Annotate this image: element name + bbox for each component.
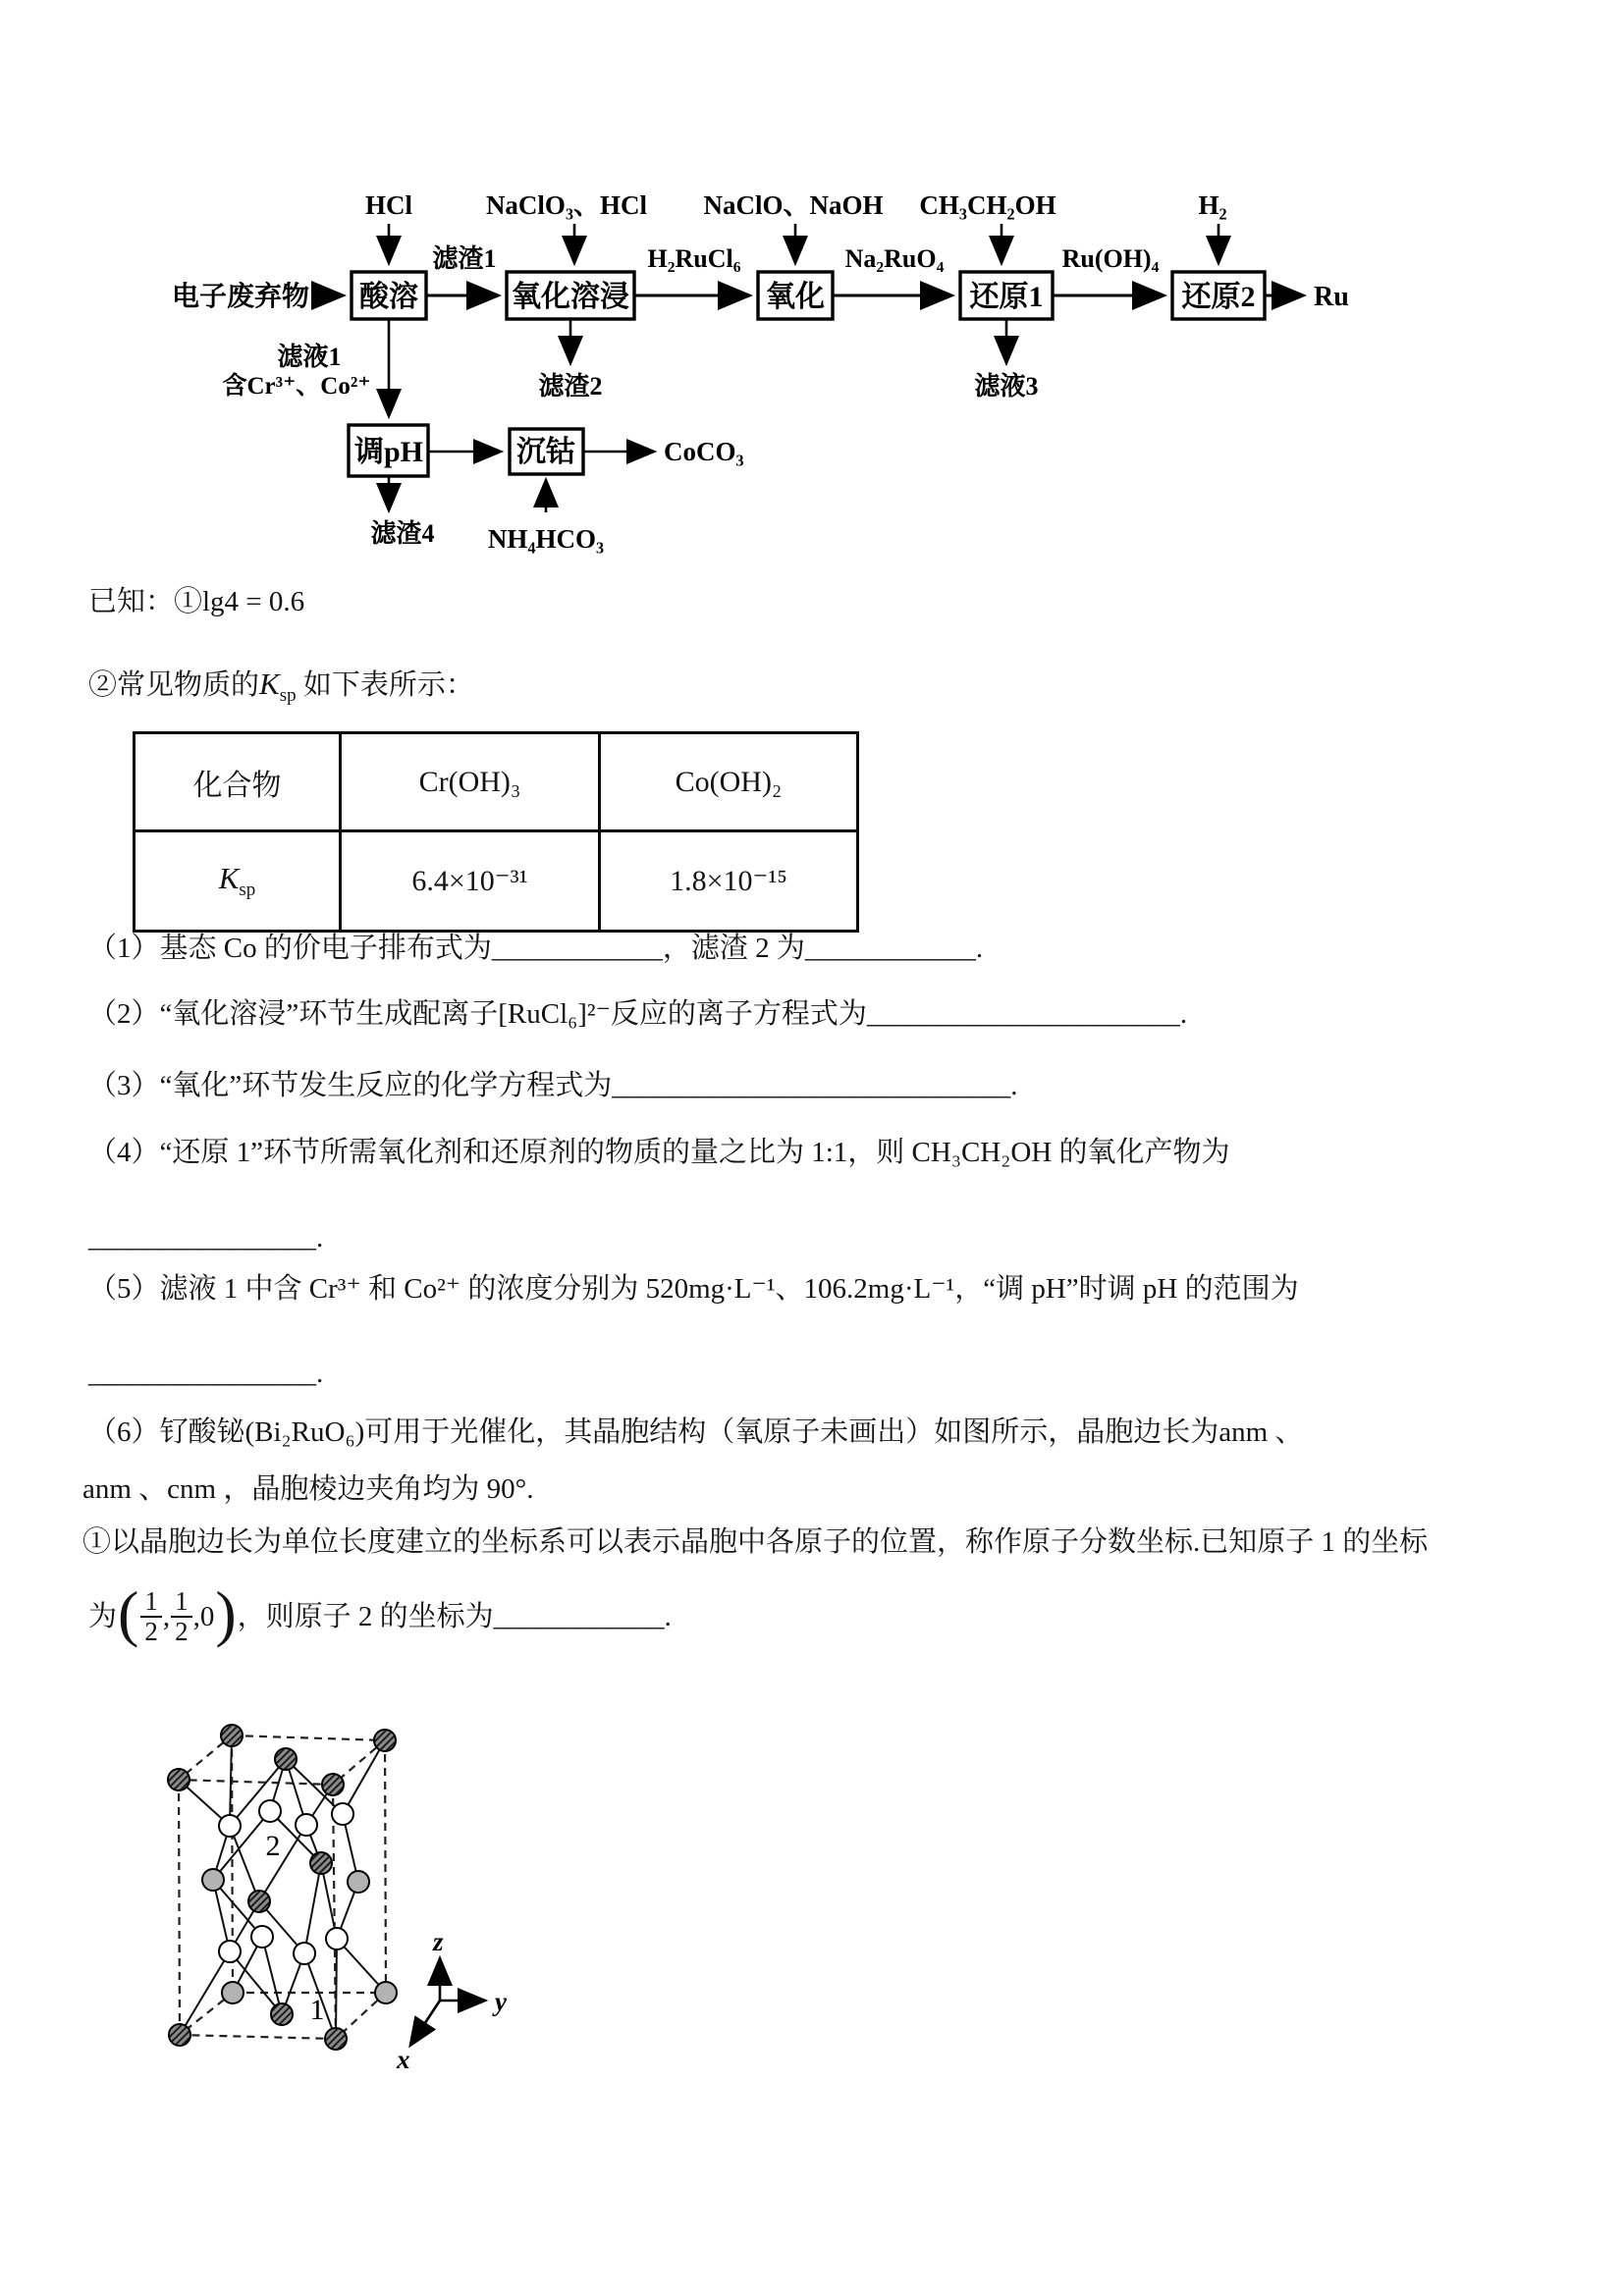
label-residue2: 滤渣2 <box>538 372 603 400</box>
question-6-line1: （6）钌酸铋(Bi₂RuO₆)可用于光催化，其晶胞结构（氧原子未画出）如图所示，晶胞边长为anm 、 <box>88 1416 1304 1448</box>
known-line2-prefix: ②常见物质的 <box>88 669 260 701</box>
label-na2ruo4: Na₂RuO₄ <box>844 244 945 273</box>
known-line2-suffix: 如下表所示： <box>302 669 474 701</box>
question-4: （4）“还原 1”环节所需氧化剂和还原剂的物质的量之比为 1:1，则 CH₃CH₂OH 的氧化产物为 <box>88 1137 1230 1168</box>
box-label-acid: 酸溶 <box>359 281 418 313</box>
label-filtrate1: 滤液1 <box>277 343 342 371</box>
coord-prefix: 为 <box>88 1601 118 1632</box>
reagent-h2: H₂ <box>1198 190 1227 220</box>
reagent-naclo-naoh: NaClO、NaOH <box>703 190 884 220</box>
known-line-2 <box>88 664 474 717</box>
box-label-oxidation: 氧化 <box>766 281 825 313</box>
table-header-row <box>135 733 858 831</box>
label-ru-product: Ru <box>1314 282 1349 312</box>
axis-y-label: y <box>495 1987 507 2016</box>
question-2: （2）“氧化溶浸”环节生成配离子[RuCl₆]²⁻反应的离子方程式为______________________. <box>88 998 1188 1030</box>
label-h2rucl6: H₂RuCl₆ <box>647 244 741 273</box>
label-residue1: 滤渣1 <box>432 244 497 273</box>
question-6-line2: anm 、cnm ，晶胞棱边夹角均为 90°. <box>82 1473 534 1505</box>
question-6-sub1: ①以晶胞边长为单位长度建立的坐标系可以表示晶胞中各原子的位置，称作原子分数坐标.已知原子 1 的坐标 <box>82 1526 1429 1558</box>
label-ruoh4: Ru(OH)₄ <box>1061 244 1160 273</box>
coord-suffix: ，则原子 2 的坐标为____________. <box>237 1601 672 1632</box>
box-label-reduction1: 还原1 <box>969 281 1044 313</box>
ksp-symbol: K <box>259 667 280 701</box>
unit-cell-figure <box>79 1703 550 2115</box>
header-cooh2: Co(OH)₂ <box>600 733 858 831</box>
label-nh4hco3: NH₄HCO₃ <box>487 524 605 554</box>
label-filtrate1-ions: 含Cr³⁺、Co²⁺ <box>222 373 371 400</box>
coord-close-paren: ) <box>215 1578 237 1648</box>
ksp-subscript: sp <box>279 685 297 706</box>
axis-z-label: z <box>433 1927 444 1956</box>
table-value-row <box>135 831 858 932</box>
question-4-blank: ________________. <box>88 1222 324 1254</box>
question-6-coord-line <box>88 1575 672 1659</box>
axis-x-label: x <box>397 2045 410 2074</box>
known-line-1: 已知：①lg4 = 0.6 <box>88 586 305 617</box>
fraction-1: 1 2 <box>140 1587 162 1646</box>
box-label-leach: 氧化溶浸 <box>512 281 629 313</box>
label-filtrate3: 滤液3 <box>974 372 1039 400</box>
question-5: （5）滤液 1 中含 Cr³⁺ 和 Co²⁺ 的浓度分别为 520mg·L⁻¹、106.2mg·L⁻¹，“调 pH”时调 pH 的范围为 <box>88 1273 1299 1305</box>
cell-ksp-cooh2: 1.8×10⁻¹⁵ <box>600 831 858 932</box>
reagent-naclo3-hcl: NaClO₃、HCl <box>485 190 648 220</box>
box-label-adjust-ph: 调pH <box>353 436 424 468</box>
question-1: （1）基态 Co 的价电子排布式为____________，滤渣 2 为____________. <box>88 933 984 964</box>
coord-comma-1: , <box>162 1601 171 1632</box>
process-flowchart <box>137 167 1424 560</box>
cell-ksp-croh3: 6.4×10⁻³¹ <box>341 831 600 932</box>
box-label-precipitate-co: 沉钴 <box>516 436 575 468</box>
header-croh3: Cr(OH)₃ <box>341 733 600 831</box>
coord-open-paren: ( <box>118 1578 139 1648</box>
coord-comma-2: , <box>192 1601 200 1632</box>
atom-1-label: 1 <box>309 1994 325 2026</box>
question-3: （3）“氧化”环节发生反应的化学方程式为____________________________. <box>88 1070 1018 1101</box>
box-label-reduction2: 还原2 <box>1181 281 1256 313</box>
label-coco3: CoCO₃ <box>664 437 744 466</box>
cell-ksp-label: $K_{sp}$ <box>135 831 341 932</box>
fraction-2: 1 2 <box>171 1587 192 1646</box>
atom-2-label: 2 <box>265 1830 281 1862</box>
header-compound: 化合物 <box>135 733 341 831</box>
axes <box>411 1960 483 2044</box>
question-5-blank: ________________. <box>88 1358 324 1389</box>
reagent-ethanol: CH₃CH₂OH <box>919 190 1056 220</box>
label-residue4: 滤渣4 <box>370 519 435 548</box>
reagent-hcl: HCl <box>364 190 413 220</box>
ksp-table <box>133 731 859 933</box>
label-source: 电子废弃物 <box>171 282 310 312</box>
coord-z-value: 0 <box>199 1601 215 1632</box>
